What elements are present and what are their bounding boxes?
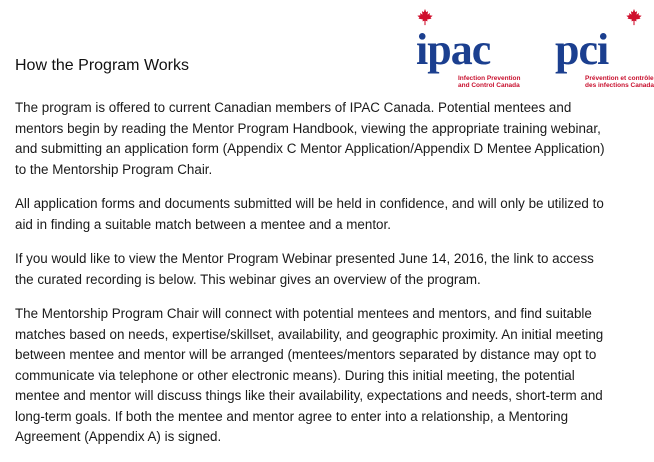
body-text xyxy=(15,98,640,462)
paragraph-eligibility: The program is offered to current Canadian members of IPAC Canada. Potential mentees and mentors begin by reading the Mentor Program Handbook, viewing the appropriate training webinar, and submitting an application form (Appendix C Mentor Application/Appendix D Mentee Application) to the Mentorship Program Chair. xyxy=(15,100,605,177)
paragraph-confidentiality: All application forms and documents submitted will be held in confidence, and will only be utilized to aid in finding a suitable match between a mentee and a mentor. xyxy=(15,196,604,232)
ipac-subtitle-line-2: and Control Canada xyxy=(458,82,520,89)
pci-logo xyxy=(555,8,654,89)
ipac-subtitle-line-1: Infection Prevention xyxy=(458,75,521,82)
pci-subtitle-line-1: Prévention et contrôle xyxy=(585,75,654,82)
ipac-subtitle xyxy=(458,75,520,89)
ipac-wordmark: ipac xyxy=(416,25,491,74)
pci-wordmark: pci xyxy=(555,25,609,74)
section-heading: How the Program Works xyxy=(15,57,189,74)
ipac-logo xyxy=(416,8,528,88)
maple-leaf-icon xyxy=(416,8,434,26)
pci-subtitle xyxy=(585,75,654,89)
maple-leaf-icon xyxy=(625,8,643,26)
paragraph-webinar: If you would like to view the Mentor Program Webinar presented June 14, 2016, the link to access the curated recording is below. This webinar gives an overview of the program. xyxy=(15,251,594,287)
logo-group xyxy=(416,8,654,89)
pci-subtitle-line-2: des infections Canada xyxy=(585,82,654,89)
paragraph-matching: The Mentorship Program Chair will connect with potential mentees and mentors, and find suitable matches based on needs, expertise/skillset, availability, and geographic proximity. An initial meeting between mentee and mentor will be arranged (mentees/mentors separated by distance may opt to communicate via telephone or other electronic means). During this initial meeting, the potential mentee and mentor will discuss things like their availability, expectations and needs, short-term and long-term goals. If both the mentee and mentor agree to enter into a relationship, a Mentoring Agreement (Appendix A) is signed. xyxy=(15,306,604,444)
